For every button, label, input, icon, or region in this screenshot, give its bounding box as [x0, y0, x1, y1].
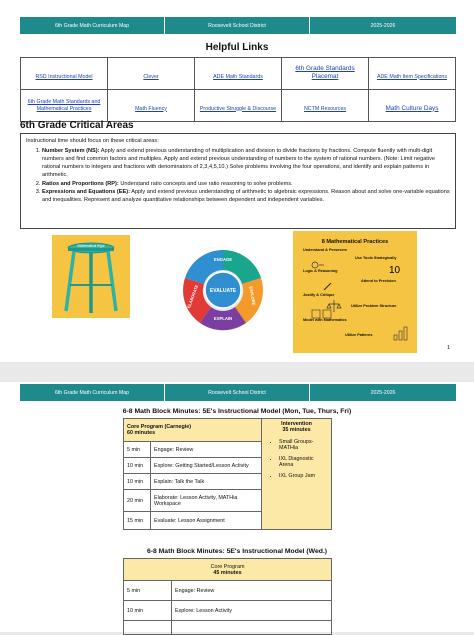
list-item: • IXL Group Jam: [279, 473, 328, 479]
row-minutes: 10 min: [124, 601, 172, 621]
critical-area-text: Apply and extend previous understanding of multiplication and division to divide fractions by fractions. Compute fluently with multi-digit numbers and find common factors and multiples. Apply and extend previous understanding of numbers to the system of rational numbers. (Note: Limit negative rational numbers to integers and fractions with denominators of 2,3,4,5,10.) Solve problems involving the four operations, and identify and explain patterns in arithmetic.: [42, 148, 436, 179]
header-district: Roosevelt School District: [165, 17, 310, 34]
critical-area-item: [42, 188, 450, 204]
critical-areas-title: 6th Grade Critical Areas: [20, 120, 134, 131]
critical-areas-list: [42, 147, 450, 204]
row-activity: Evaluate: Lesson Assignment: [151, 512, 262, 530]
row-minutes: 15 min: [124, 512, 151, 530]
critical-area-item: [42, 147, 450, 179]
critical-area-label: Number System (NS):: [42, 148, 100, 155]
row-activity: Elaborate: Lesson Activity, MATHia Workspace: [151, 490, 262, 512]
evaluate-label: EVALUATE: [209, 288, 237, 294]
critical-area-text: Understand ratio concepts and use ratio reasoning to solve problems.: [118, 180, 293, 187]
list-item: • IXL Diagnostic Arena: [279, 456, 328, 468]
link-standards-and-practices[interactable]: 6th Grade Math Standards and Mathematical Practices: [27, 98, 101, 112]
core-program-label: Core Program (Carnegie): [127, 424, 192, 430]
stool-label: Mathematical Rigor: [77, 244, 105, 248]
row-minutes: [124, 621, 172, 635]
rigor-stool-image: [52, 235, 130, 318]
critical-area-label: Ratios and Proportions (RP):: [42, 180, 119, 187]
link-math-culture-days[interactable]: Math Culture Days: [385, 104, 439, 112]
logic-icon: [311, 261, 325, 269]
row-activity: Engage: Review: [172, 581, 332, 601]
elaborate-label: ELABORATE: [186, 284, 200, 309]
engage-label: ENGAGE: [213, 257, 233, 262]
explain-label: EXPLAIN: [213, 316, 233, 321]
practice-item: Utilize Patterns: [345, 333, 373, 337]
five-e-cycle-diagram: [180, 247, 266, 333]
core-program-minutes: 60 minutes: [127, 430, 156, 436]
page-number: 1: [447, 345, 451, 351]
critical-area-item: [42, 180, 450, 188]
header-year: 2025-2026: [310, 17, 456, 34]
helpful-links-title: Helpful Links: [205, 42, 269, 53]
table-row: [124, 621, 332, 635]
row-activity: Engage: Review: [151, 442, 262, 458]
intervention-cell: [262, 419, 332, 530]
link-math-fluency[interactable]: Math Fluency: [135, 105, 167, 112]
row-minutes: 10 min: [124, 474, 151, 490]
practice-item: Model with Mathematics: [303, 318, 347, 322]
row-activity: [172, 621, 332, 635]
row-minutes: 5 min: [124, 442, 151, 458]
row-activity: Explain: Talk the Talk: [151, 474, 262, 490]
critical-area-label: Expressions and Equations (EE):: [42, 188, 130, 195]
critical-areas-box: [20, 133, 456, 229]
header-course: 6th Grade Math Curriculum Map: [20, 384, 165, 401]
model-icon: [311, 309, 333, 319]
critical-area-text: Apply and extend previous understanding of arithmetic to algebraic expressions. Reason about and solve one-variable equations and inequalities. Represent and analyze quantitative relationships between dependent and independent variables.: [42, 188, 450, 203]
link-rsd-instructional-model[interactable]: RSD Instructional Model: [35, 73, 93, 80]
block2-table: [123, 558, 332, 635]
practices-title: 8 Mathematical Practices: [321, 239, 389, 245]
practice-item: Justify & Critique: [303, 293, 335, 297]
link-ade-math-standards[interactable]: ADE Math Standards: [213, 73, 263, 80]
link-standards-placemat[interactable]: 6th Grade Standards Placemat: [295, 64, 355, 80]
helpful-links-table: [20, 57, 456, 122]
intervention-minutes: 35 minutes: [282, 427, 311, 433]
header-district: Roosevelt School District: [165, 384, 310, 401]
block1-title: 6-8 Math Block Minutes: 5E's Instructional Model (Mon, Tue, Thurs, Fri): [122, 408, 352, 415]
link-clever[interactable]: Clever: [143, 73, 159, 80]
link-productive-struggle[interactable]: Productive Struggle & Discourse: [199, 105, 277, 112]
list-item: • Small Groups-MATHia: [279, 439, 328, 451]
page-header: [20, 17, 456, 34]
intervention-label: Intervention: [281, 421, 312, 427]
practice-item: Understand & Persevere: [303, 248, 348, 252]
block2-title: 6-8 Math Block Minutes: 5E's Instructional Model (Wed.): [146, 548, 328, 555]
link-ade-item-specifications[interactable]: ADE Math Item Specifications: [376, 73, 448, 80]
header-course: 6th Grade Math Curriculum Map: [20, 17, 165, 34]
svg-text:10: 10: [389, 265, 401, 276]
table-row: [124, 601, 332, 621]
block1-table: [123, 418, 332, 530]
core-program-minutes: 45 minutes: [213, 569, 242, 576]
row-activity: Explore: Getting Started/Lesson Activity: [151, 458, 262, 474]
practice-item: Utilize Problem Structure: [351, 304, 397, 308]
row-activity: Explore: Lesson Activity: [172, 601, 332, 621]
tools-icon: [389, 263, 399, 275]
core-program-header: [124, 419, 262, 442]
document-page-2: [0, 382, 474, 632]
practice-item: Attend to Precision: [361, 279, 396, 283]
page-header: [20, 384, 456, 401]
table-row: [124, 581, 332, 601]
math-practices-poster: [293, 231, 417, 353]
row-minutes: 20 min: [124, 490, 151, 512]
practice-item: Logic & Reasoning: [303, 269, 338, 273]
row-minutes: 10 min: [124, 458, 151, 474]
critical-areas-intro: Instructional time should focus on these critical areas:: [26, 138, 159, 144]
explore-label: EXPLORE: [248, 285, 257, 306]
link-nctm-resources[interactable]: NCTM Resources: [303, 105, 347, 112]
row-minutes: 5 min: [124, 581, 172, 601]
header-year: 2025-2026: [310, 384, 456, 401]
core-program-header: [124, 559, 332, 581]
pencil-icon: [323, 281, 333, 291]
intervention-list: [279, 439, 328, 479]
core-program-label: Core Program: [210, 563, 245, 570]
patterns-icon: [393, 325, 409, 341]
practice-item: Use Tools Strategically: [355, 256, 397, 260]
